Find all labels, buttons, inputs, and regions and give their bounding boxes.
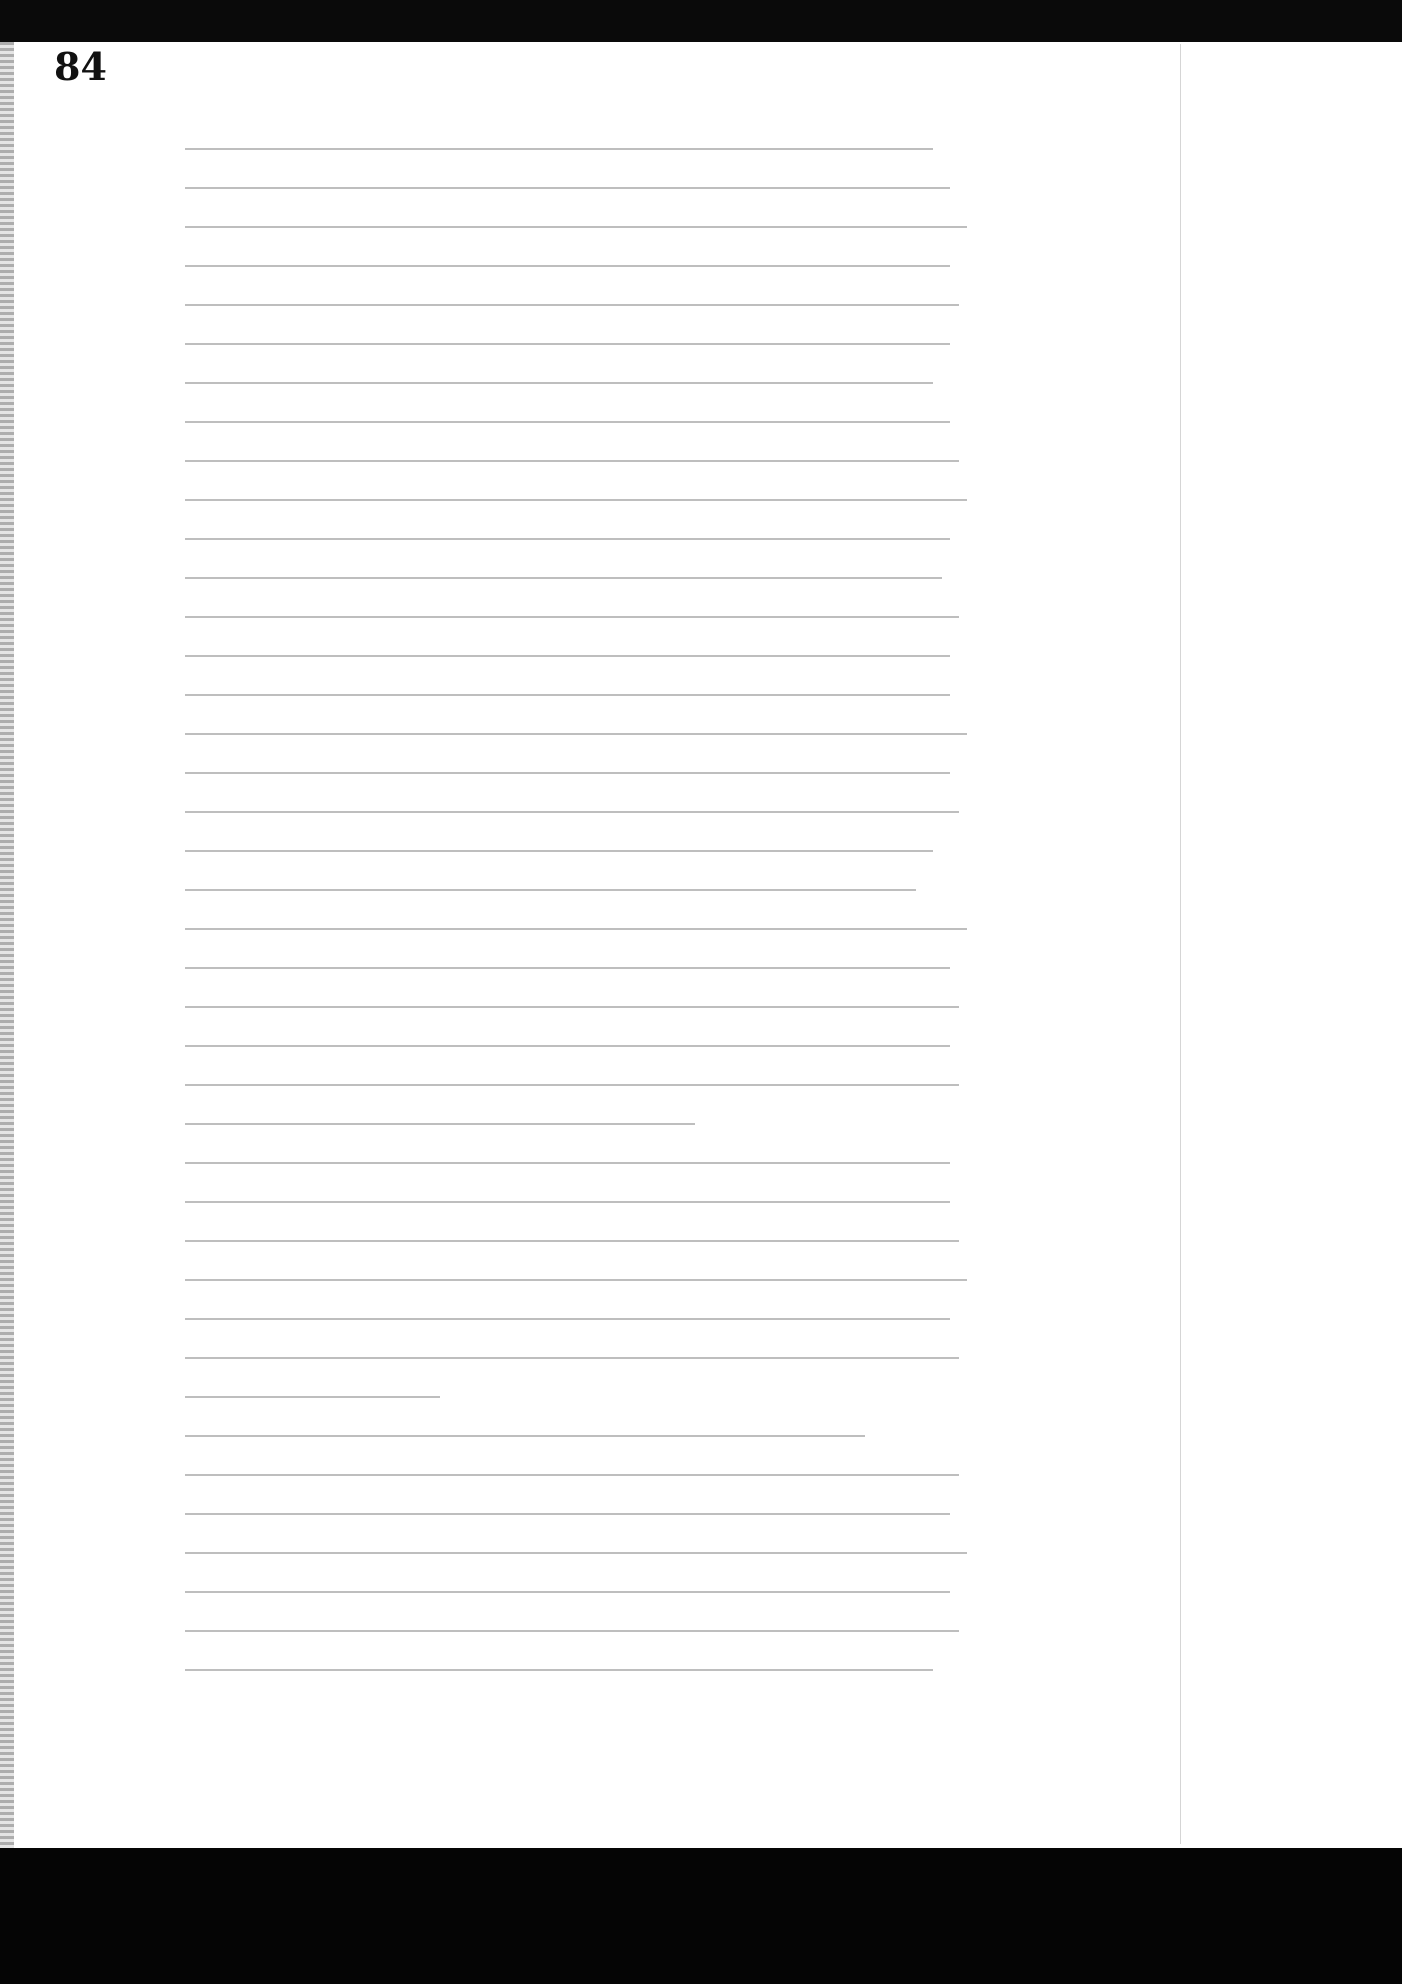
handwritten-line [185, 910, 1035, 948]
handwritten-line [185, 325, 1035, 363]
handwritten-line [185, 1066, 1035, 1104]
handwritten-line [185, 754, 1035, 792]
scanned-page-edge [0, 42, 14, 1848]
handwritten-line [185, 1144, 1035, 1182]
handwritten-line [185, 481, 1035, 519]
handwritten-line [185, 1300, 1035, 1338]
handwritten-line [185, 988, 1035, 1026]
handwritten-line [185, 1651, 1035, 1689]
handwritten-line [185, 1573, 1035, 1611]
handwritten-line [185, 1183, 1035, 1221]
handwritten-line [185, 715, 1035, 753]
handwritten-line [185, 169, 1035, 207]
handwritten-line [185, 1612, 1035, 1650]
page-number: 84 [54, 44, 107, 89]
handwritten-line [185, 364, 1035, 402]
handwritten-line [185, 1417, 1035, 1455]
handwritten-line [185, 637, 1035, 675]
top-black-border [0, 0, 1402, 42]
handwritten-line [185, 208, 1035, 246]
handwritten-line [185, 403, 1035, 441]
handwritten-line [185, 1495, 1035, 1533]
handwritten-line [185, 130, 1035, 168]
handwritten-line [185, 676, 1035, 714]
handwritten-text-block [185, 130, 1035, 1690]
handwritten-line [185, 1105, 1035, 1143]
handwritten-line [185, 1339, 1035, 1377]
handwritten-line [185, 793, 1035, 831]
handwritten-line [185, 247, 1035, 285]
handwritten-line [185, 1261, 1035, 1299]
handwritten-line [185, 598, 1035, 636]
handwritten-line [185, 871, 1035, 909]
handwritten-line [185, 286, 1035, 324]
handwritten-line [185, 1027, 1035, 1065]
handwritten-line [185, 1456, 1035, 1494]
handwritten-line [185, 1534, 1035, 1572]
handwritten-line [185, 1378, 1035, 1416]
handwritten-line [185, 949, 1035, 987]
handwritten-line [185, 832, 1035, 870]
handwritten-line [185, 520, 1035, 558]
handwritten-line [185, 1222, 1035, 1260]
bottom-black-border [0, 1848, 1402, 1984]
handwritten-line [185, 559, 1035, 597]
handwritten-line [185, 442, 1035, 480]
margin-rule [1180, 44, 1181, 1844]
